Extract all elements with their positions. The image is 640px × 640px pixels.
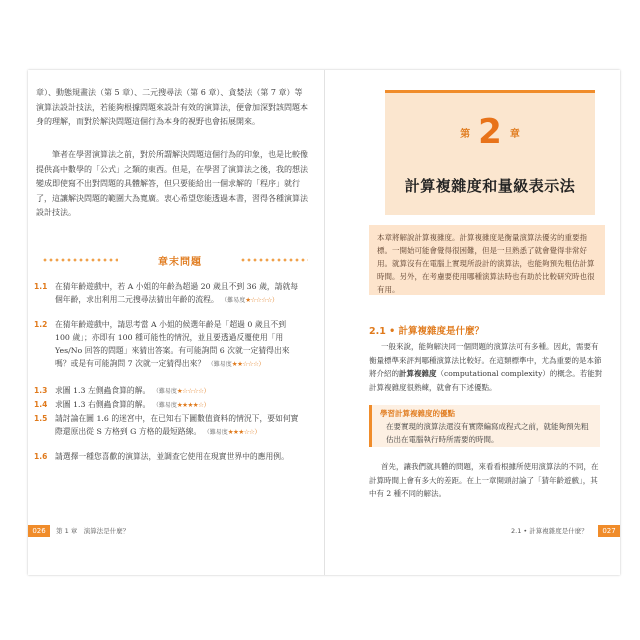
term-highlight: 計算複雜度 (399, 369, 437, 378)
exercise-item (34, 412, 303, 439)
section-heading: 2.1 • 計算複雜度是什麼？ (369, 326, 485, 337)
difficulty-label: （難易度 (221, 297, 246, 304)
callout-title: 學習計算複雜度的優點 (380, 409, 455, 418)
section-title: 章末問題 (158, 257, 202, 268)
right-footer (325, 525, 620, 537)
exercise-text: 請討論在圖 1.6 的迷宮中，在已知右下圖數值資料的情況下，要如何實際還原出從 S 方格到 G 方格的最短路線。 (55, 414, 299, 436)
exercise-item (34, 318, 303, 371)
exercise-text: 在猜年齡遊戲中，若 A 小姐的年齡為超過 20 歲且不到 36 歲，請就每個年齡，求出利用二元搜尋法猜出年齡的流程。 (55, 282, 299, 304)
chapter-title: 計算複雜度和量級表示法 (404, 177, 576, 195)
exercise-number: 1.2 (34, 320, 48, 329)
page-number-left: 026 (28, 525, 50, 537)
left-footer (28, 525, 324, 537)
exercise-number: 1.3 (34, 386, 48, 395)
exercise-item (34, 280, 303, 307)
exercise-text: 求圖 1.3 左側蟲食算的解。 (55, 386, 151, 395)
chapter-prefix: 第 (460, 128, 471, 140)
body-text: 一般來說，能夠解決同一個問題的演算法可有多種。因此，需要有衡量標準來評判哪種演算法比較好。在這類標準中，尤為重要的是本節將介紹的 (369, 342, 602, 378)
exercise-number: 1.1 (34, 282, 48, 291)
exercise-item (34, 398, 303, 412)
right-page (325, 70, 620, 575)
body-text: （computational complexity）的概念。若能對計算複雜度很熟練，就會有下述優點。 (369, 369, 603, 392)
chapter-accent-bar (385, 90, 595, 93)
callout-box (369, 405, 600, 447)
difficulty-label: （難易度 (203, 429, 228, 436)
exercise-number: 1.4 (34, 400, 48, 409)
exercise-number: 1.6 (34, 452, 48, 461)
difficulty-stars: ★☆☆☆☆） (176, 387, 210, 395)
difficulty-label: （難易度 (152, 388, 177, 395)
chapter-suffix: 章 (509, 128, 520, 140)
dotted-rule-right (240, 258, 308, 262)
difficulty-stars: ★★★★☆） (176, 401, 210, 409)
chapter-exercises-heading (28, 253, 324, 267)
body-paragraph-1 (369, 340, 605, 394)
body-paragraph-2: 首先，讓我們就具體的問題，來看看根據所使用演算法的不同，在計算時間上會有多大的差距。在上一章開頭討論了「猜年齡遊戲」，其中有 2 種不同的解法。 (369, 462, 599, 498)
difficulty-stars: ★☆☆☆☆） (245, 296, 278, 304)
callout-body: 在要實現的演算法還沒有實際編寫成程式之前，就能夠預先粗估出在電腦執行時所需要的時間。 (386, 422, 589, 444)
chapter-intro-text: 本章將解說計算複雜度。計算複雜度是衡量演算法優劣的重要指標。一開始可能會覺得很困難，但是一旦熟悉了就會覺得非常好用。就算沒有在電腦上實現所設計的演算法，也能夠預先粗估計算時間。另外，在考慮要使用哪種演算法時也有助於比較研究時也很有用。 (377, 233, 595, 294)
chapter-intro-box (369, 225, 605, 295)
difficulty-label: （難易度 (152, 402, 177, 409)
chapter-title-block (385, 90, 595, 215)
left-page (28, 70, 324, 575)
dotted-rule-left (42, 258, 118, 262)
exercise-text: 求圖 1.3 右側蟲食算的解。 (55, 400, 151, 409)
chapter-number-row (385, 112, 595, 152)
book-spread (28, 70, 620, 575)
left-paragraph-1: 章）、動態規畫法（第 5 章）、二元搜尋法（第 6 章）、貪婪法（第 7 章）等演算法設計技法，若能夠根據問題來設計有效的演算法，便會加深對該問題本身的理解，而對於解決問題這個行為本身的視野也會拓展開來。 (36, 88, 308, 126)
running-header-left: 第 1 章 演算法是什麼？ (56, 527, 130, 535)
page-number-right: 027 (598, 525, 620, 537)
difficulty-stars: ★★★☆☆） (227, 428, 261, 436)
left-paragraph-2: 筆者在學習演算法之前，對於所謂解決問題這個行為的印象，也是比較像提供高中數學的「公式」之類的東西。但是，在學習了演算法之後，我的想法變成即使寫不出對問題的具體解答，但只要能給出一個求解的「程序」就行了，這讓解決問題的範圍大為寬廣。衷心希望您能透過本書，習得各種演算法設計技法。 (36, 150, 308, 217)
difficulty-stars: ★★☆☆☆） (231, 360, 265, 368)
exercise-item (34, 384, 303, 398)
difficulty-label: （難易度 (207, 361, 232, 368)
exercise-number: 1.5 (34, 414, 48, 423)
chapter-number: 2 (478, 112, 502, 152)
exercise-text: 在猜年齡遊戲中，請思考當 A 小姐的候選年齡是「超過 0 歲且不到 100 歲」；亦即有 100 種可能性的情況，並且要透過反覆使用「用 Yes/No 回答的問題」來猜出答案。有可能詢問 6 次就一定猜得出來嗎？或是有可能詢問 7 次就一定猜得出來？ (55, 320, 290, 368)
running-header-right: 2.1 • 計算複雜度是什麼？ (511, 527, 588, 535)
exercise-item (34, 450, 303, 463)
exercise-text: 請選擇一種您喜歡的演算法，並調查它使用在現實世界中的應用例。 (55, 452, 289, 461)
